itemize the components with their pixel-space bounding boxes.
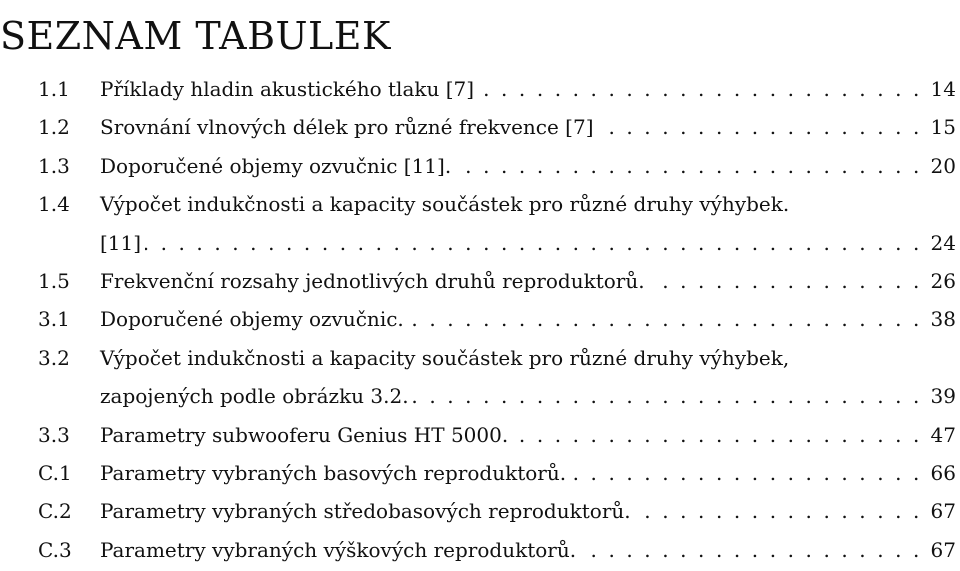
list-item[interactable] — [38, 339, 956, 377]
entry-title: Parametry vybraných výškových reproduktorů. — [100, 537, 577, 562]
list-item[interactable] — [38, 147, 956, 185]
entry-title: Srovnání vlnových délek pro různé frekvence [7] — [100, 115, 594, 140]
list-item[interactable] — [38, 70, 956, 108]
page-title: SEZNAM TABULEK — [0, 14, 391, 59]
entry-page: 67 — [930, 499, 956, 524]
entry-title: Výpočet indukčnosti a kapacity součástek pro různé druhy výhybek. — [100, 192, 790, 217]
entry-page: 47 — [930, 422, 956, 447]
entry-number: 1.3 — [38, 153, 70, 178]
entry-page: 15 — [930, 115, 956, 140]
entry-number: 3.2 — [38, 345, 70, 370]
dot-leader — [478, 70, 922, 108]
entry-page: 26 — [930, 268, 956, 293]
dot-leader — [512, 416, 922, 454]
entry-page: 24 — [930, 230, 956, 255]
entry-title: Doporučené objemy ozvučnic. — [100, 307, 404, 332]
entry-page: 14 — [930, 77, 956, 101]
dot-leader — [413, 377, 922, 415]
entry-title: Parametry vybraných basových reproduktorů. — [100, 460, 567, 485]
list-item-continuation[interactable] — [38, 224, 956, 262]
entry-page: 67 — [930, 537, 956, 562]
entry-title: Parametry vybraných středobasových reproduktorů. — [100, 499, 631, 524]
entry-number: 1.4 — [38, 192, 70, 217]
entry-title: Frekvenční rozsahy jednotlivých druhů reproduktorů. — [100, 268, 645, 293]
entry-number: C.1 — [38, 460, 72, 485]
list-item[interactable] — [38, 300, 956, 338]
entry-title: Výpočet indukčnosti a kapacity součástek pro různé druhy výhybek, — [100, 345, 790, 370]
list-item[interactable] — [38, 108, 956, 146]
dot-leader — [145, 224, 922, 262]
list-item[interactable] — [38, 531, 956, 569]
dot-leader — [649, 262, 922, 300]
entry-number: 1.2 — [38, 115, 70, 140]
dot-leader — [408, 300, 922, 338]
dot-leader — [580, 531, 922, 569]
list-item[interactable] — [38, 262, 956, 300]
entry-number: 1.1 — [38, 77, 70, 101]
entry-page: 39 — [930, 384, 956, 409]
list-item[interactable] — [38, 416, 956, 454]
entry-title: Příklady hladin akustického tlaku [7] — [100, 77, 475, 101]
list-item[interactable] — [38, 454, 956, 492]
list-item-continuation[interactable] — [38, 377, 956, 415]
dot-leader — [635, 492, 922, 530]
entry-number: 1.5 — [38, 268, 70, 293]
entry-number: C.3 — [38, 537, 72, 562]
entry-title-continued: zapojených podle obrázku 3.2. — [100, 384, 409, 409]
list-item[interactable] — [38, 492, 956, 530]
dot-leader — [598, 108, 922, 146]
table-list — [38, 70, 956, 569]
entry-title: Parametry subwooferu Genius HT 5000. — [100, 422, 509, 447]
entry-number: 3.3 — [38, 422, 70, 447]
dot-leader — [570, 454, 922, 492]
entry-number: 3.1 — [38, 307, 70, 332]
list-item[interactable] — [38, 185, 956, 223]
entry-title-continued: [11] — [100, 230, 142, 255]
entry-title: Doporučené objemy ozvučnic [11]. — [100, 153, 452, 178]
entry-number: C.2 — [38, 499, 72, 524]
entry-page: 20 — [930, 153, 956, 178]
entry-page: 38 — [930, 307, 956, 332]
entry-page: 66 — [930, 460, 956, 485]
dot-leader — [455, 147, 922, 185]
